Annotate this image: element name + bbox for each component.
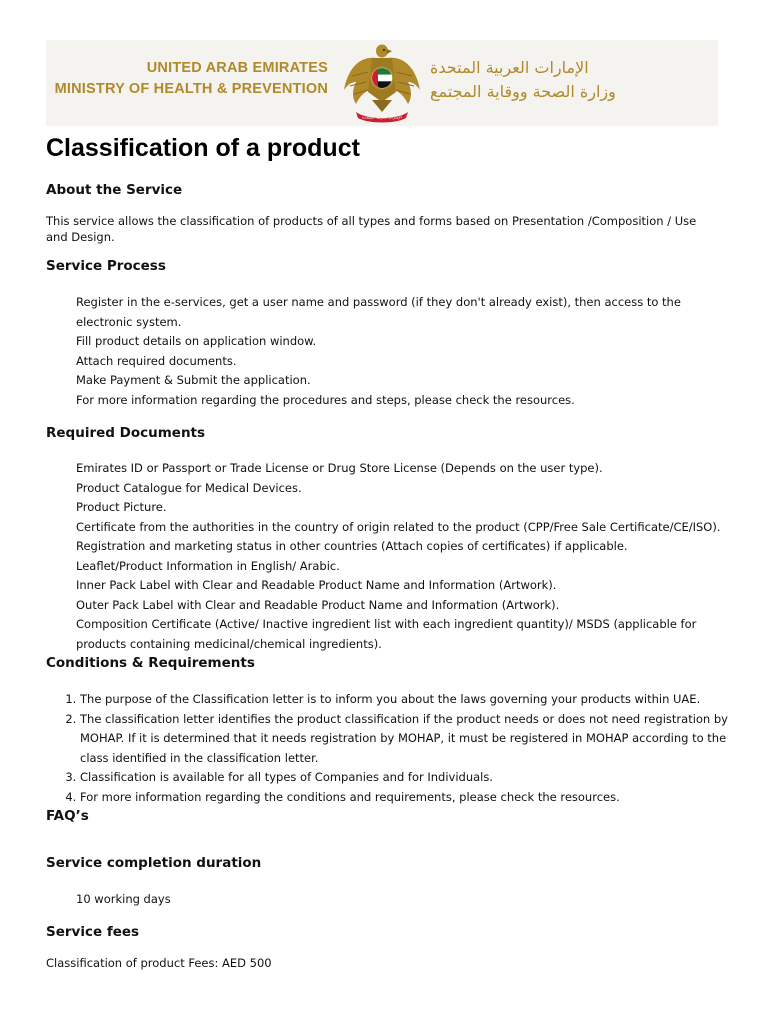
- conditions-list: [62, 690, 736, 807]
- documents-heading: Required Documents: [46, 425, 206, 441]
- process-step: Register in the e-services, get a user name and password (if they don't already exist), then access to the electronic system.: [76, 295, 681, 329]
- document-item: Leaflet/Product Information in English/ Arabic.: [76, 558, 340, 573]
- about-heading: About the Service: [46, 182, 183, 198]
- document-item: Outer Pack Label with Clear and Readable Product Name and Information (Artwork).: [76, 597, 560, 612]
- condition-item: 3. Classification is available for all types of Companies and for Individuals.: [80, 768, 736, 788]
- ministry-header: [46, 40, 718, 126]
- process-step: Fill product details on application window.: [76, 334, 317, 348]
- fees-value: Classification of product Fees: AED 500: [46, 956, 272, 970]
- ministry-name-arabic-line: وزارة الصحة ووقاية المجتمع: [430, 82, 616, 101]
- country-name-arabic: الإمارات العربية المتحدة: [430, 58, 589, 77]
- condition-item: 2. The classification letter identifies the product classification if the product needs or does not need registration by MOHAP. If it is determined that it needs registration by MOHAP, it must be registered in MOHAP according to the class identified in the classification letter.: [80, 710, 736, 769]
- process-step: Make Payment & Submit the application.: [76, 373, 311, 387]
- ministry-name-english-line: MINISTRY OF HEALTH & PREVENTION: [54, 81, 328, 97]
- condition-item: 1. The purpose of the Classification letter is to inform you about the laws governing your products within UAE.: [80, 690, 736, 710]
- process-steps-list: [76, 293, 726, 410]
- document-item: Inner Pack Label with Clear and Readable Product Name and Information (Artwork).: [76, 578, 557, 592]
- about-text: This service allows the classification of products of all types and forms based on Presentation /Composition / Use and Design.: [46, 214, 697, 244]
- documents-list: [76, 459, 726, 654]
- duration-heading: Service completion duration: [46, 855, 262, 871]
- document-item: Composition Certificate (Active/ Inactive ingredient list with each ingredient quantity)/ MSDS (applicable for products containing medicinal/chemical ingredients).: [76, 617, 697, 651]
- document-item: Registration and marketing status in other countries (Attach copies of certificates) if applicable.: [76, 539, 628, 553]
- process-step: Attach required documents.: [76, 353, 237, 368]
- ministry-name-english: [46, 58, 328, 100]
- conditions-heading: Conditions & Requirements: [46, 655, 255, 671]
- document-item: Certificate from the authorities in the country of origin related to the product (CPP/Free Sale Certificate/CE/ISO).: [76, 519, 721, 534]
- fees-heading: Service fees: [46, 924, 140, 940]
- condition-item: 4. For more information regarding the conditions and requirements, please check the resources.: [80, 788, 736, 808]
- faq-heading: FAQ’s: [46, 808, 89, 824]
- ministry-name-arabic: [430, 56, 716, 104]
- emblem-scroll-text: الإمارات العربية المتحدة: [362, 114, 402, 120]
- process-heading: Service Process: [46, 258, 166, 274]
- duration-value: 10 working days: [76, 892, 171, 906]
- document-item: Product Picture.: [76, 500, 167, 514]
- country-name-english: UNITED ARAB EMIRATES: [146, 60, 328, 76]
- uae-falcon-emblem-icon: [342, 42, 422, 126]
- document-item: Product Catalogue for Medical Devices.: [76, 480, 302, 495]
- document-item: Emirates ID or Passport or Trade License or Drug Store License (Depends on the user type).: [76, 461, 603, 475]
- page-title: Classification of a product: [46, 134, 360, 162]
- process-step: For more information regarding the procedures and steps, please check the resources.: [76, 392, 575, 407]
